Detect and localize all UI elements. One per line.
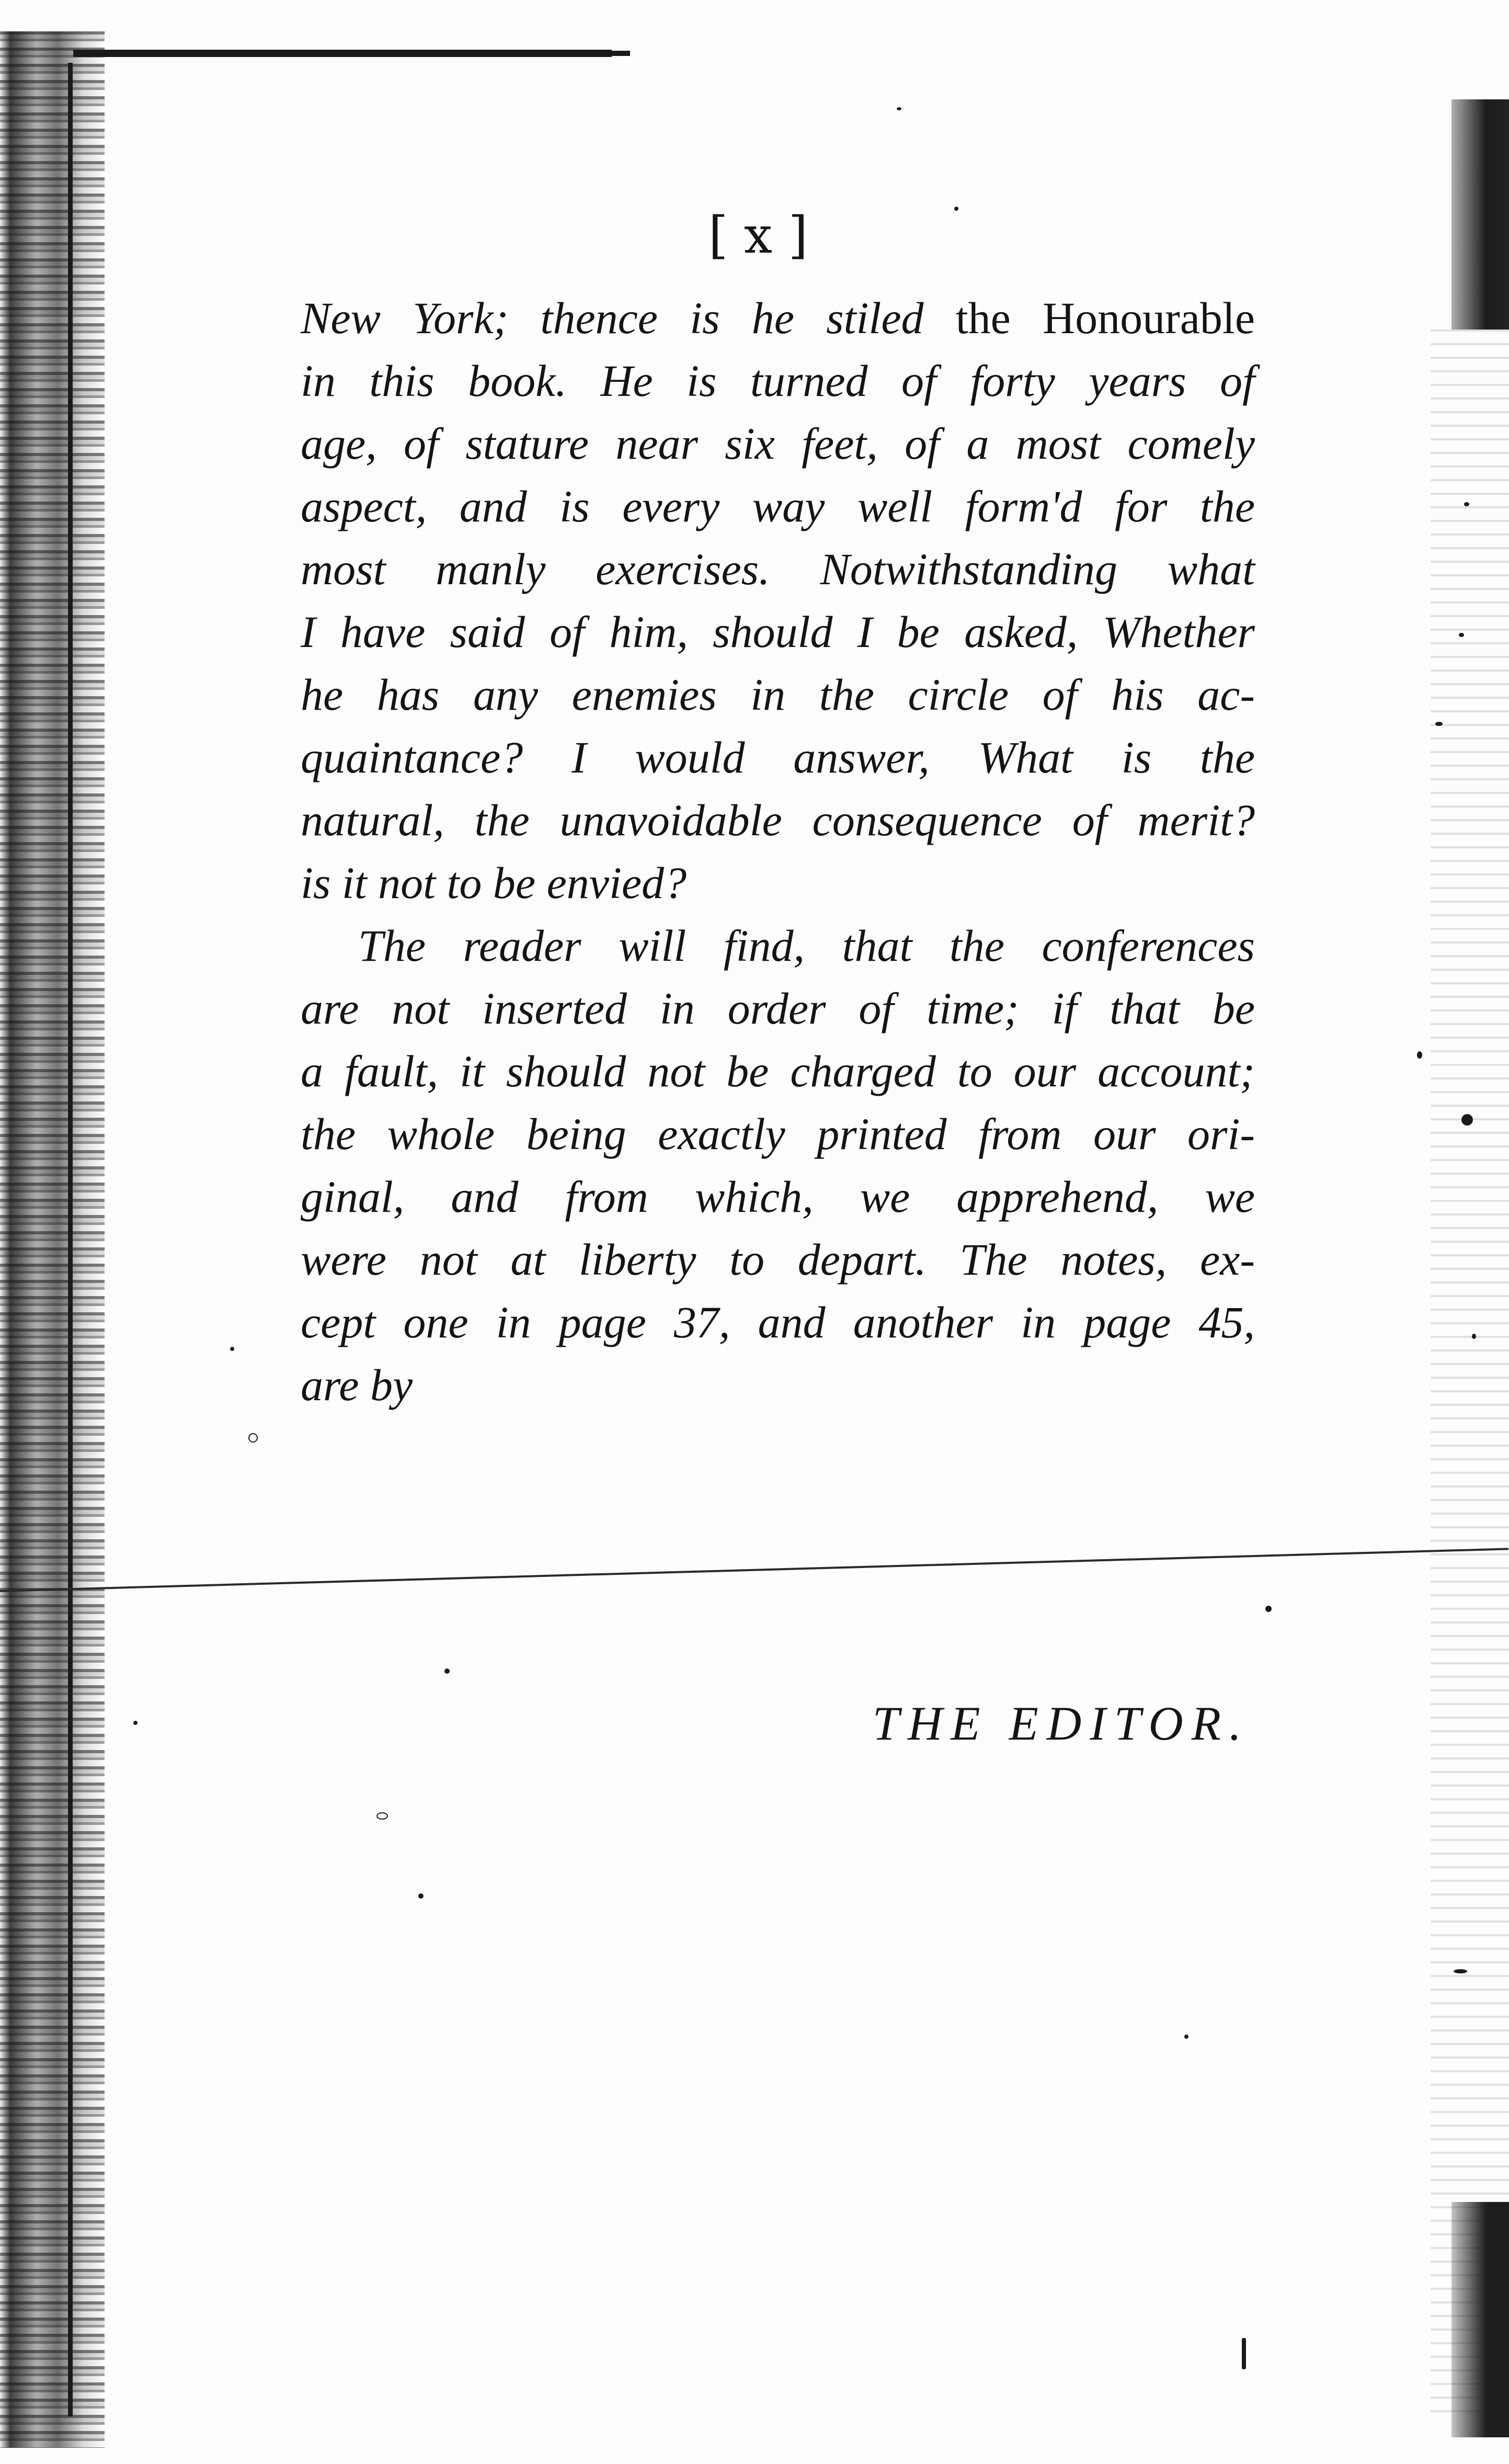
text-line: I have said of him, should I be asked, Whether	[301, 607, 1255, 657]
right-edge-texture	[1431, 330, 1509, 2422]
speck	[897, 107, 901, 110]
body-text	[301, 287, 1255, 1416]
text-line: in this book. He is turned of forty years of	[301, 356, 1255, 406]
text-line: a fault, it should not be charged to our account;	[301, 1046, 1255, 1096]
text-line: The reader will find, that the conferences	[358, 921, 1255, 971]
speck	[133, 1721, 138, 1725]
right-edge-shadow	[1451, 99, 1509, 330]
speck	[248, 1433, 258, 1443]
speck	[1435, 722, 1443, 726]
speck	[1454, 1969, 1467, 1973]
text-line: he has any enemies in the circle of his ac-	[301, 669, 1255, 720]
speck	[444, 1668, 450, 1674]
speck	[1464, 502, 1469, 506]
right-edge-bottom-shadow	[1451, 2202, 1509, 2437]
text-line: natural, the unavoidable consequence of merit?	[301, 795, 1255, 845]
speck	[230, 1347, 234, 1351]
binding-line	[68, 63, 73, 2416]
speck	[1184, 2035, 1188, 2039]
page-number-header: [ x ]	[708, 206, 808, 265]
top-edge-shadow-fragment	[567, 51, 630, 56]
speck	[1417, 1051, 1422, 1059]
speck	[376, 1812, 388, 1820]
text-line: were not at liberty to depart. The notes, ex-	[301, 1234, 1255, 1285]
stray-rule-line	[0, 1548, 1508, 1592]
text-line: are by	[301, 1360, 413, 1410]
speck	[418, 1893, 424, 1899]
speck	[1472, 1334, 1476, 1339]
text-line: aspect, and is every way well form'd for the	[301, 481, 1255, 531]
text-line: cept one in page 37, and another in page 45,	[301, 1297, 1255, 1347]
text-line: most manly exercises. Notwithstanding what	[301, 544, 1255, 594]
text-line: are not inserted in order of time; if that be	[301, 983, 1255, 1034]
text-line: is it not to be envied?	[301, 858, 687, 908]
speck	[1461, 1114, 1473, 1126]
text-line: quaintance? I would answer, What is the	[301, 732, 1255, 782]
text-line: the whole being exactly printed from our ori-	[301, 1109, 1255, 1159]
speck	[954, 207, 958, 211]
binding-edge-shadow	[0, 31, 105, 2448]
text-line: New York; thence is he stiled the Honourable	[301, 293, 1255, 343]
speck	[1459, 633, 1464, 637]
speck	[1242, 2338, 1246, 2369]
editor-signature: THE EDITOR.	[872, 1697, 1250, 1750]
top-edge-shadow	[73, 50, 612, 57]
text-line: ginal, and from which, we apprehend, we	[301, 1172, 1255, 1222]
speck	[1265, 1606, 1272, 1612]
text-line: age, of stature near six feet, of a most comely	[301, 418, 1255, 469]
